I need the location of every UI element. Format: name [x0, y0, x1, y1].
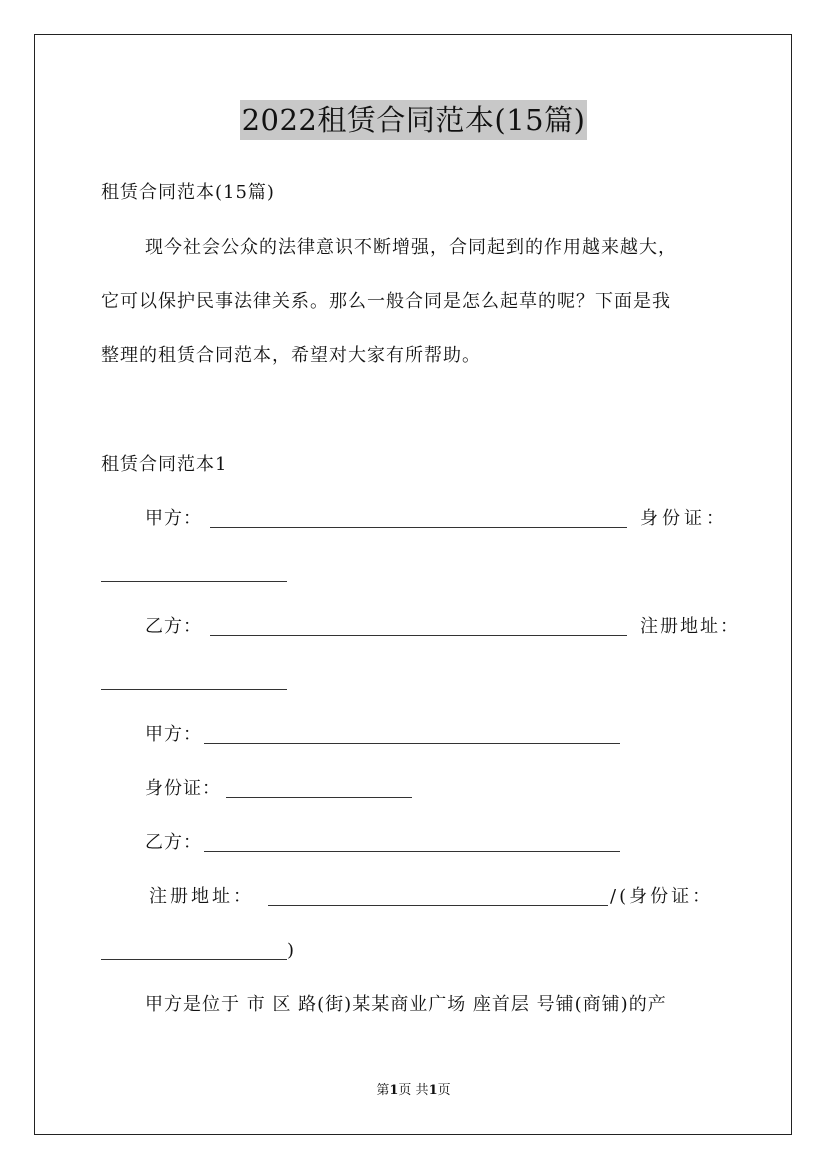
- party-a-label-2: 甲方：: [145, 724, 202, 745]
- close-paren: ): [287, 940, 296, 961]
- document-subtitle: 租赁合同范本(15篇): [101, 182, 275, 203]
- slash-id-label: /(身份证：: [610, 886, 714, 907]
- intro-line-1: 现今社会公众的法律意识不断增强，合同起到的作用越来越大，: [145, 237, 677, 258]
- party-a-row: [145, 507, 202, 531]
- party-a-label: 甲方：: [145, 508, 202, 529]
- id-label-2: 身份证：: [145, 778, 221, 799]
- page-footer: [0, 1083, 827, 1099]
- party-a-blank[interactable]: [210, 509, 627, 528]
- id-blank-2[interactable]: [226, 779, 412, 798]
- intro-line-2: 它可以保护民事法律关系。那么一般合同是怎么起草的呢？下面是我: [101, 291, 671, 312]
- id-blank[interactable]: [101, 563, 287, 582]
- party-b-blank-2[interactable]: [204, 833, 620, 852]
- document-title: 2022租赁合同范本(15篇): [240, 100, 588, 140]
- body-paragraph-start: 甲方是位于 市 区 路(街)某某商业广场 座首层 号铺(商铺)的产: [145, 994, 667, 1015]
- slash-id-blank[interactable]: [101, 941, 287, 960]
- id-label: 身份证：: [640, 508, 728, 529]
- reg-address-blank-2[interactable]: [268, 887, 608, 906]
- footer-prefix: 第: [376, 1083, 390, 1098]
- party-a-blank-2[interactable]: [204, 725, 620, 744]
- footer-total-pages: 1: [428, 1083, 438, 1098]
- footer-page-number: 1: [389, 1083, 399, 1098]
- reg-address-label-2: 注册地址：: [149, 886, 254, 907]
- footer-suffix: 页: [437, 1083, 451, 1098]
- party-b-blank[interactable]: [210, 617, 627, 636]
- footer-mid: 页 共: [398, 1083, 429, 1098]
- party-b-label-2: 乙方：: [145, 832, 202, 853]
- section-heading: 租赁合同范本1: [101, 454, 228, 475]
- intro-line-3: 整理的租赁合同范本，希望对大家有所帮助。: [101, 345, 481, 366]
- reg-address-label: 注册地址：: [640, 616, 740, 637]
- reg-address-blank[interactable]: [101, 671, 287, 690]
- title-container: [0, 100, 827, 140]
- party-b-label: 乙方：: [145, 616, 202, 637]
- party-b-row: [145, 615, 202, 639]
